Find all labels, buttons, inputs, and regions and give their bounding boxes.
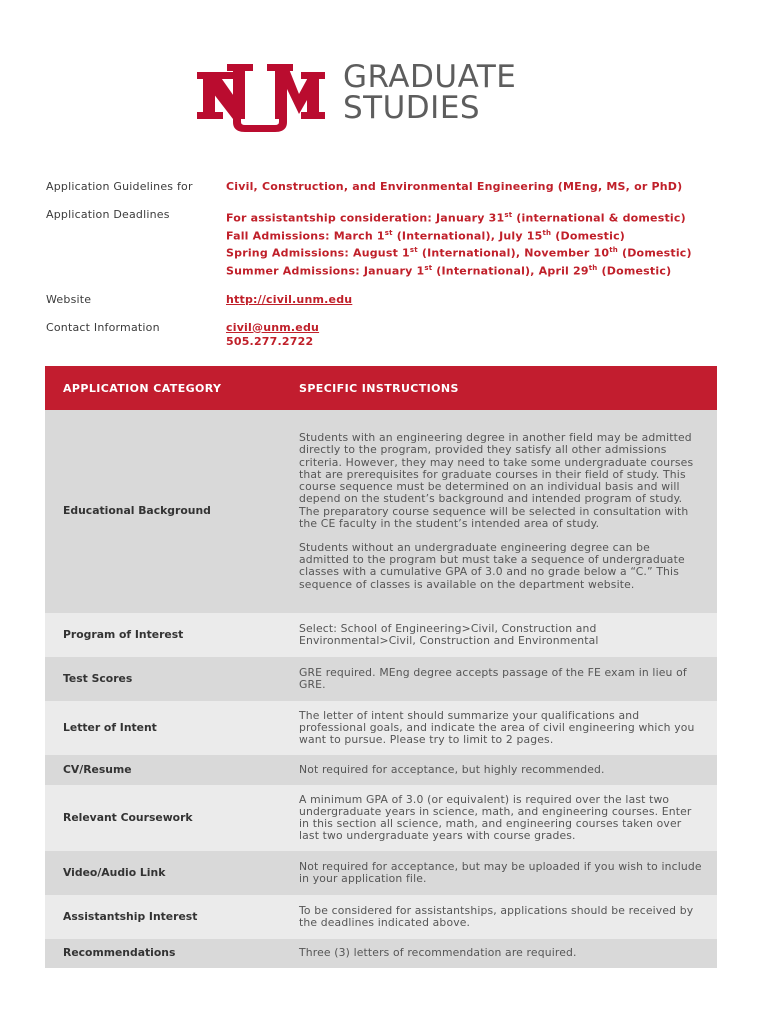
deadline-summer: Summer Admissions: January 1st (International), April 29th (Domestic) <box>226 263 672 278</box>
table-row <box>45 851 717 895</box>
instruction-paragraph: Select: School of Engineering>Civil, Construction and Environmental>Civil, Construction and Environmental <box>299 621 599 647</box>
deadline-spring: Spring Admissions: August 1st (International), November 10th (Domestic) <box>226 246 692 260</box>
row-category: Video/Audio Link <box>63 865 166 879</box>
row-instructions <box>279 939 717 968</box>
instruction-paragraph: Students with an engineering degree in another field may be admitted directly to the program, provided they satisfy all other admissions criteria. However, they may need to take some undergraduate courses that are prerequisites for graduate courses in their field of study. This course sequence must be determined on an individual basis and will depend on the student’s background and intended program of study. The preparatory course sequence will be selected in consultation with the CE faculty in the student’s intended area of study. <box>299 431 694 530</box>
website-label: Website <box>46 292 92 306</box>
website-row <box>46 293 736 307</box>
column-header-category: APPLICATION CATEGORY <box>45 366 279 410</box>
instruction-paragraph: Students without an undergraduate engineering degree can be admitted to the program but must take a sequence of undergraduate classes with a cumulative GPA of 3.0 and no grade below a “C.” This sequence of classes is available on the department website. <box>299 540 685 591</box>
deadlines-label: Application Deadlines <box>46 208 170 221</box>
instruction-paragraph: GRE required. MEng degree accepts passage of the FE exam in lieu of GRE. <box>299 665 687 691</box>
unm-graduate-studies-logo <box>195 59 575 134</box>
contact-row <box>46 321 736 349</box>
column-header-instructions: SPECIFIC INSTRUCTIONS <box>279 366 717 410</box>
logo-line-1: GRADUATE <box>343 59 517 95</box>
row-instructions <box>279 701 717 755</box>
application-info <box>46 180 736 363</box>
row-instructions <box>279 895 717 939</box>
row-category: Educational Background <box>63 504 211 518</box>
contact-email-link[interactable]: civil@unm.edu <box>226 320 320 334</box>
row-instructions <box>279 851 717 895</box>
guidelines-value: Civil, Construction, and Environmental Engineering (MEng, MS, or PhD) <box>226 180 683 193</box>
logo-line-2: STUDIES <box>343 90 481 126</box>
deadline-assistantship: For assistantship consideration: January 31st (international & domestic) <box>226 211 686 225</box>
row-instructions <box>279 755 717 785</box>
deadlines-row <box>46 208 736 279</box>
table-header-row <box>45 366 717 410</box>
row-category: Relevant Coursework <box>63 810 193 824</box>
website-link[interactable]: http://civil.unm.edu <box>226 292 353 306</box>
contact-value <box>226 321 319 349</box>
row-category: Letter of Intent <box>63 720 157 734</box>
unm-logo-icon <box>195 62 325 134</box>
row-instructions <box>279 410 717 613</box>
table-row <box>45 895 717 939</box>
deadline-fall: Fall Admissions: March 1st (International), July 15th (Domestic) <box>226 228 626 243</box>
table-row <box>45 939 717 968</box>
instruction-paragraph: Not required for acceptance, but may be uploaded if you wish to include in your application file. <box>299 859 702 885</box>
instruction-paragraph: Not required for acceptance, but highly recommended. <box>299 762 605 776</box>
row-category: Assistantship Interest <box>63 909 198 923</box>
contact-phone: 505.277.2722 <box>226 334 314 348</box>
instruction-paragraph: Three (3) letters of recommendation are required. <box>299 946 577 960</box>
table-row <box>45 613 717 657</box>
logo-wordmark <box>343 59 573 134</box>
row-instructions <box>279 657 717 701</box>
instruction-paragraph: To be considered for assistantships, applications should be received by the deadlines indicated above. <box>299 903 694 929</box>
row-instructions <box>279 785 717 851</box>
row-category: CV/Resume <box>63 762 132 776</box>
instruction-paragraph: The letter of intent should summarize your qualifications and professional goals, and indicate the area of civil engineering which you want to pursue. Please try to limit to 2 pages. <box>299 708 695 747</box>
instructions-table <box>45 366 717 968</box>
row-category: Program of Interest <box>63 627 184 641</box>
row-instructions <box>279 613 717 657</box>
row-category: Test Scores <box>63 671 133 685</box>
contact-label: Contact Information <box>46 320 160 334</box>
guidelines-label: Application Guidelines for <box>46 180 193 193</box>
instruction-paragraph: A minimum GPA of 3.0 (or equivalent) is required over the last two undergraduate years in science, math, and engineering courses. Enter in this section all science, math, and engineering courses taken over last two undergraduate years with course grades. <box>299 792 692 843</box>
row-category: Recommendations <box>63 946 176 960</box>
table-row <box>45 701 717 755</box>
table-row <box>45 410 717 613</box>
table-row <box>45 755 717 785</box>
table-row <box>45 785 717 851</box>
table-row <box>45 657 717 701</box>
deadlines-value <box>226 208 692 279</box>
guidelines-row <box>46 180 736 194</box>
